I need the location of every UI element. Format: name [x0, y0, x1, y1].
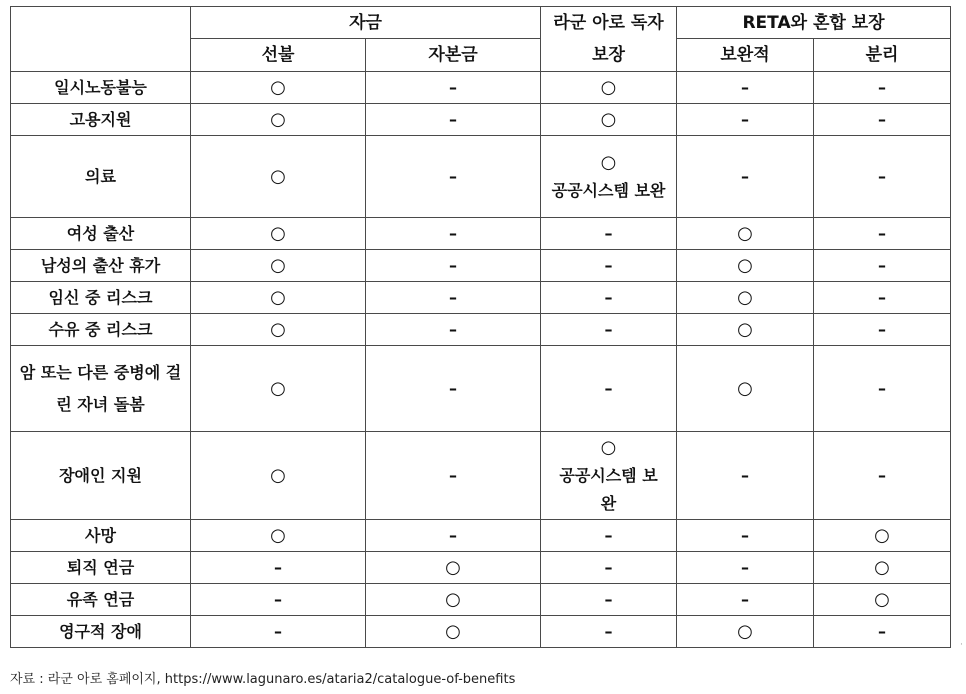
cell-c3	[541, 314, 677, 346]
cell-note: 공공시스템 보완	[551, 180, 666, 200]
dash-mark: –	[878, 465, 887, 485]
cell-c3	[541, 104, 677, 136]
circle-mark: ○	[270, 286, 286, 308]
cell-c1	[191, 616, 366, 648]
dash-mark: –	[449, 378, 457, 398]
circle-mark: ○	[737, 377, 753, 399]
cell-c5	[814, 314, 951, 346]
cell-c5	[814, 218, 951, 250]
circle-mark: ○	[737, 254, 753, 276]
row-label: 사망	[11, 520, 191, 552]
header-capital: 자본금	[366, 39, 541, 72]
cell-c4	[677, 72, 814, 104]
dash-mark: –	[274, 621, 282, 641]
circle-mark: ○	[737, 286, 753, 308]
cell-c1	[191, 520, 366, 552]
circle-mark: ○	[737, 318, 753, 340]
table-row	[11, 282, 951, 314]
dash-mark: –	[878, 223, 887, 243]
header-empty-corner	[11, 7, 191, 72]
cell-c5	[814, 520, 951, 552]
table-row	[11, 432, 951, 520]
circle-mark: ○	[270, 222, 286, 244]
table-row	[11, 346, 951, 432]
dash-mark: –	[449, 255, 457, 275]
dash-mark: –	[878, 287, 887, 307]
dash-mark: –	[449, 223, 457, 243]
cell-c1	[191, 346, 366, 432]
row-label: 장애인 지원	[11, 432, 191, 520]
circle-mark: ○	[445, 588, 461, 610]
circle-mark: ○	[600, 108, 617, 130]
row-label: 유족 연금	[11, 584, 191, 616]
row-label: 영구적 장애	[11, 616, 191, 648]
table-row	[11, 616, 951, 648]
source-note: 자료 : 라군 아로 홈페이지, https://www.lagunaro.es/ataria2/catalogue-of-benefits	[10, 672, 516, 687]
dash-mark: –	[741, 109, 750, 129]
dash-mark: –	[449, 525, 457, 545]
dash-mark: –	[604, 255, 613, 275]
circle-mark: ○	[270, 76, 286, 98]
table-body	[11, 72, 951, 648]
cell-c4	[677, 218, 814, 250]
cell-c5	[814, 250, 951, 282]
dash-mark: –	[741, 557, 750, 577]
dash-mark: –	[274, 589, 282, 609]
dash-mark: –	[604, 223, 613, 243]
cell-c2	[366, 104, 541, 136]
cell-c2	[366, 218, 541, 250]
cell-c1	[191, 282, 366, 314]
header-row-groups	[11, 7, 951, 39]
cell-c1	[191, 104, 366, 136]
cell-c4	[677, 136, 814, 218]
cell-c5	[814, 432, 951, 520]
dash-mark: –	[878, 109, 887, 129]
circle-mark: ○	[874, 588, 890, 610]
cell-c3	[541, 616, 677, 648]
edge-mark: ·	[960, 640, 963, 650]
table-row	[11, 72, 951, 104]
dash-mark: –	[449, 287, 457, 307]
circle-mark: ○	[874, 524, 890, 546]
dash-mark: –	[741, 589, 750, 609]
dash-mark: –	[878, 255, 887, 275]
dash-mark: –	[274, 557, 282, 577]
dash-mark: –	[878, 378, 887, 398]
cell-c1	[191, 552, 366, 584]
circle-mark: ○	[600, 76, 617, 98]
table-row	[11, 136, 951, 218]
dash-mark: –	[878, 621, 887, 641]
circle-mark: ○	[270, 318, 286, 340]
cell-c4	[677, 104, 814, 136]
row-label: 여성 출산	[11, 218, 191, 250]
dash-mark: –	[741, 465, 750, 485]
cell-c4	[677, 314, 814, 346]
cell-c2	[366, 314, 541, 346]
header-group-own-coverage	[541, 7, 677, 72]
cell-c3	[541, 552, 677, 584]
dash-mark: –	[604, 525, 613, 545]
circle-mark: ○	[445, 556, 461, 578]
cell-c5	[814, 552, 951, 584]
circle-mark: ○	[270, 108, 286, 130]
row-label: 암 또는 다른 중병에 걸린 자녀 돌봄	[11, 346, 191, 432]
cell-c2	[366, 250, 541, 282]
table-row	[11, 104, 951, 136]
header-complementary: 보완적	[677, 39, 814, 72]
circle-mark: ○	[874, 556, 890, 578]
dash-mark: –	[878, 77, 887, 97]
cell-c2	[366, 346, 541, 432]
cell-c3	[541, 136, 677, 218]
dash-mark: –	[604, 287, 613, 307]
row-label: 의료	[11, 136, 191, 218]
dash-mark: –	[604, 378, 613, 398]
cell-c2	[366, 72, 541, 104]
cell-c5	[814, 616, 951, 648]
header-group-funding: 자금	[191, 7, 541, 39]
header-separate: 분리	[814, 39, 951, 72]
dash-mark: –	[741, 525, 750, 545]
cell-c3	[541, 346, 677, 432]
cell-c4	[677, 346, 814, 432]
circle-mark: ○	[737, 620, 753, 642]
circle-mark: ○	[270, 165, 286, 187]
table-row	[11, 520, 951, 552]
circle-mark: ○	[270, 464, 286, 486]
cell-c5	[814, 72, 951, 104]
dash-mark: –	[604, 589, 613, 609]
table-row	[11, 552, 951, 584]
cell-c1	[191, 314, 366, 346]
cell-c2	[366, 616, 541, 648]
circle-mark: ○	[600, 151, 617, 173]
table-row	[11, 218, 951, 250]
cell-c4	[677, 282, 814, 314]
dash-mark: –	[604, 319, 613, 339]
circle-mark: ○	[270, 524, 286, 546]
cell-c2	[366, 584, 541, 616]
row-label: 임신 중 리스크	[11, 282, 191, 314]
cell-c1	[191, 250, 366, 282]
dash-mark: –	[449, 465, 457, 485]
cell-c4	[677, 250, 814, 282]
cell-c5	[814, 584, 951, 616]
dash-mark: –	[449, 109, 457, 129]
circle-mark: ○	[737, 222, 753, 244]
header-advance: 선불	[191, 39, 366, 72]
circle-mark: ○	[600, 436, 617, 458]
table-row	[11, 584, 951, 616]
cell-c1	[191, 584, 366, 616]
cell-c3	[541, 520, 677, 552]
row-label: 일시노동불능	[11, 72, 191, 104]
cell-c5	[814, 282, 951, 314]
table-row	[11, 250, 951, 282]
row-label: 퇴직 연금	[11, 552, 191, 584]
cell-c4	[677, 584, 814, 616]
table-row	[11, 314, 951, 346]
cell-c2	[366, 282, 541, 314]
dash-mark: –	[741, 77, 750, 97]
cell-c4	[677, 432, 814, 520]
dash-mark: –	[878, 166, 887, 186]
dash-mark: –	[741, 166, 750, 186]
cell-c4	[677, 520, 814, 552]
cell-c3	[541, 72, 677, 104]
dash-mark: –	[604, 557, 613, 577]
circle-mark: ○	[445, 620, 461, 642]
benefits-table	[10, 6, 951, 648]
cell-c2	[366, 432, 541, 520]
cell-c2	[366, 552, 541, 584]
cell-c4	[677, 552, 814, 584]
header-own-coverage-label: 라군 아로 독자 보장	[553, 13, 664, 65]
cell-c3	[541, 432, 677, 520]
dash-mark: –	[878, 319, 887, 339]
dash-mark: –	[604, 621, 613, 641]
row-label: 수유 중 리스크	[11, 314, 191, 346]
cell-c3	[541, 250, 677, 282]
row-label: 남성의 출산 휴가	[11, 250, 191, 282]
cell-c4	[677, 616, 814, 648]
cell-c2	[366, 136, 541, 218]
dash-mark: –	[449, 166, 457, 186]
cell-c3	[541, 218, 677, 250]
header-group-mixed-coverage: RETA와 혼합 보장	[677, 7, 951, 39]
cell-c3	[541, 584, 677, 616]
cell-note: 공공시스템 보완	[559, 465, 658, 513]
dash-mark: –	[449, 77, 457, 97]
circle-mark: ○	[270, 377, 286, 399]
circle-mark: ○	[270, 254, 286, 276]
cell-c3	[541, 282, 677, 314]
cell-c1	[191, 218, 366, 250]
cell-c1	[191, 72, 366, 104]
cell-c5	[814, 136, 951, 218]
cell-c5	[814, 346, 951, 432]
cell-c1	[191, 432, 366, 520]
cell-c1	[191, 136, 366, 218]
cell-c5	[814, 104, 951, 136]
row-label: 고용지원	[11, 104, 191, 136]
dash-mark: –	[449, 319, 457, 339]
cell-c2	[366, 520, 541, 552]
